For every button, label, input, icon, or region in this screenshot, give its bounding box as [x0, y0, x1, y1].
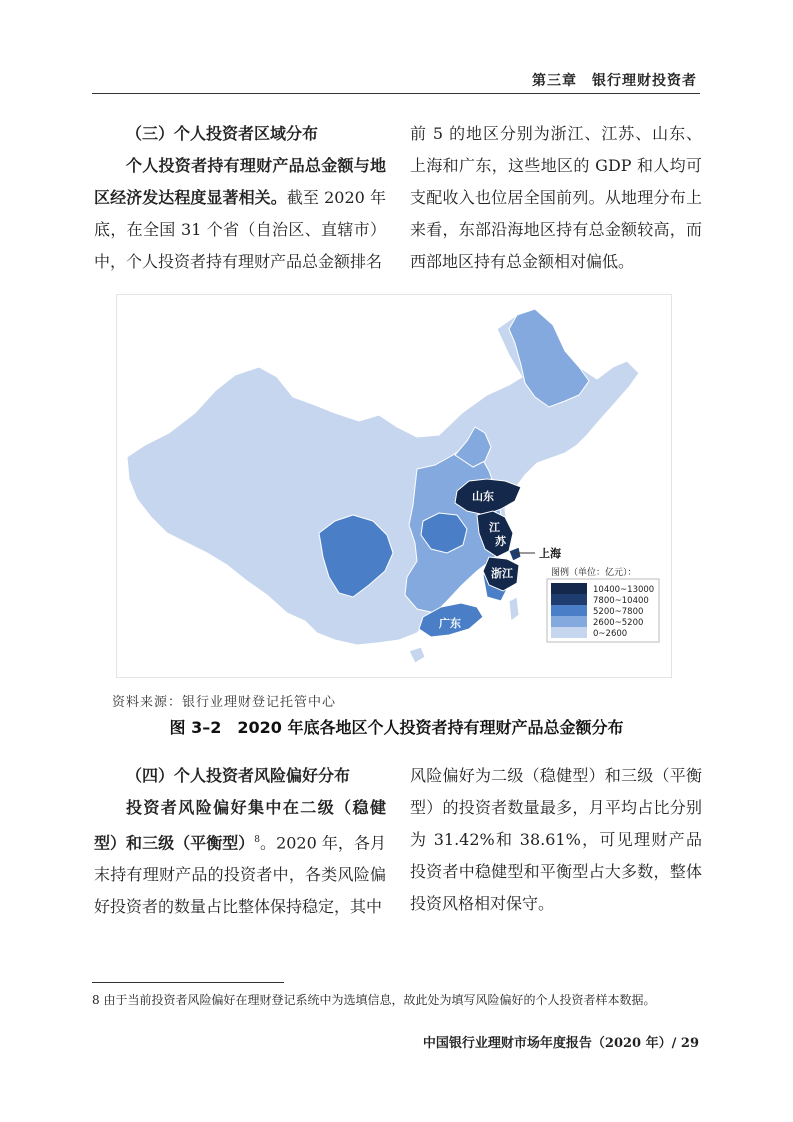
legend-label: 7800~10400: [593, 596, 649, 606]
legend-label: 0~2600: [593, 629, 628, 639]
section3-body-left: 截至 2020 年底，在全国 31 个省（自治区、直辖市）中，个人投资者持有理财产品总金额排名: [94, 188, 386, 271]
source-note: 资料来源：银行业理财登记托管中心: [112, 695, 337, 710]
label-shandong: 山东: [472, 490, 494, 503]
section4-left-column: [94, 760, 386, 923]
china-map-figure: [116, 294, 672, 678]
region-hainan: [409, 647, 425, 663]
section3-heading: （三）个人投资者区域分布: [126, 124, 319, 143]
section4-paragraph: [94, 792, 386, 923]
region-taiwan: [509, 597, 519, 621]
legend-title: 图例（单位：亿元）：: [551, 568, 637, 578]
label-zhejiang: 浙江: [491, 567, 513, 580]
chapter-header: 第三章 银行理财投资者: [532, 73, 697, 89]
label-jiangsu-2: 苏: [495, 535, 506, 548]
legend: [547, 579, 659, 642]
footnote-rule: [92, 982, 284, 983]
legend-swatch: [551, 616, 587, 627]
section4-heading: （四）个人投资者风险偏好分布: [126, 766, 351, 785]
section3-left-column: [94, 118, 386, 278]
label-guangdong: 广东: [439, 617, 461, 630]
legend-label: 2600~5200: [593, 618, 644, 628]
footnote-marker: 8: [254, 835, 261, 845]
legend-label: 5200~7800: [593, 607, 644, 617]
label-shanghai: 上海: [539, 547, 561, 560]
section4-right-column: [410, 760, 702, 920]
page-footer: 中国银行业理财市场年度报告（2020 年）/ 29: [422, 1036, 699, 1051]
legend-swatch: [551, 583, 587, 594]
header-rule: [92, 93, 700, 94]
region-shanghai: [509, 547, 521, 561]
figure-caption: 图 3–2 2020 年底各地区个人投资者持有理财产品总金额分布: [169, 718, 624, 737]
section3-lead: 个人投资者持有理财产品总金额与地区经济发达程度显著相关。: [94, 156, 386, 207]
legend-swatch: [551, 594, 587, 605]
section3-right-column: [410, 118, 702, 278]
section4-body-right: 风险偏好为二级（稳健型）和三级（平衡型）的投资者数量最多，月平均占比分别为 31.42%和 38.61%，可见理财产品投资者中稳健型和平衡型占大多数，整体投资风格相对保守。: [410, 766, 702, 913]
china-map-svg: [117, 295, 671, 677]
legend-swatch: [551, 605, 587, 616]
section4-body-left: 。2020 年，各月末持有理财产品的投资者中，各类风险偏好投资者的数量占比整体保持稳定，其中: [94, 833, 386, 917]
section4-lead: 投资者风险偏好集中在二级（稳健型）和三级（平衡型）: [94, 798, 386, 853]
label-jiangsu-1: 江: [489, 521, 500, 534]
section3-body-right: 前 5 的地区分别为浙江、江苏、山东、上海和广东，这些地区的 GDP 和人均可支配收入也位居全国前列。从地理分布上来看，东部沿海地区持有总金额较高，而西部地区持有总金额相对偏低。: [410, 124, 702, 271]
section3-paragraph: [94, 150, 386, 278]
legend-swatch: [551, 627, 587, 638]
legend-label: 10400~13000: [593, 585, 655, 595]
footnote: 8 由于当前投资者风险偏好在理财登记系统中为选填信息，故此处为填写风险偏好的个人投资者样本数据。: [92, 993, 656, 1007]
